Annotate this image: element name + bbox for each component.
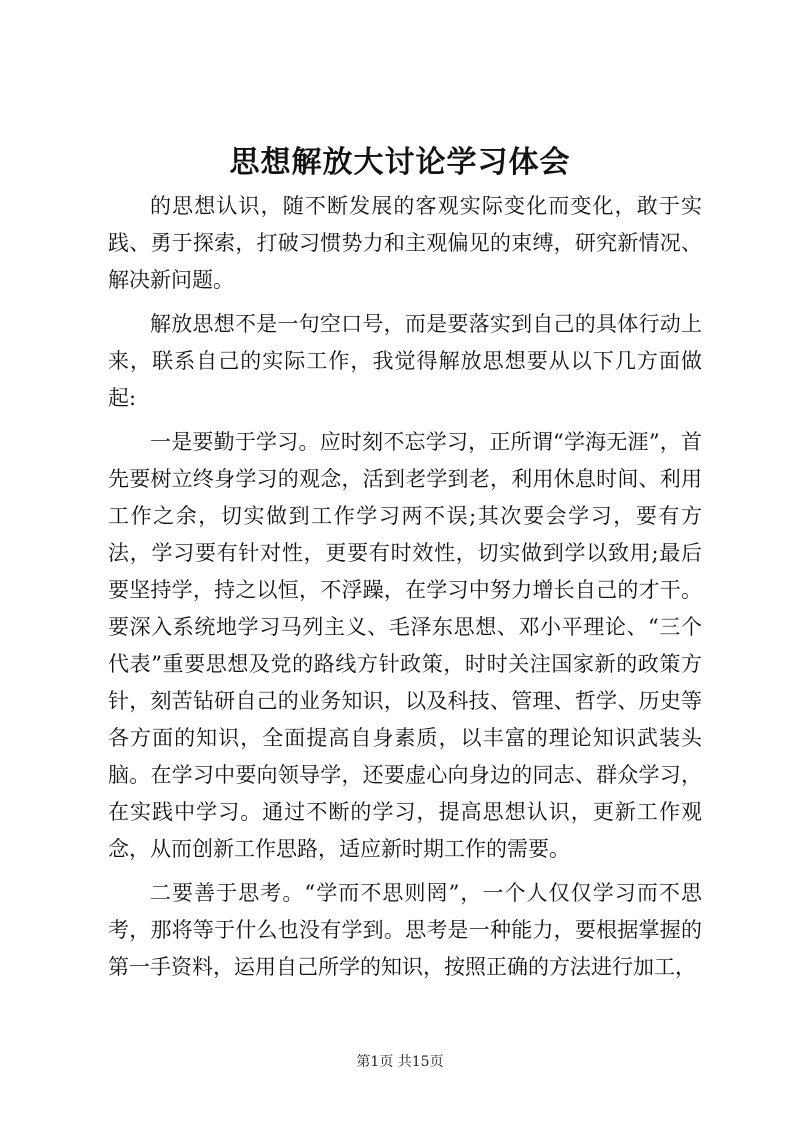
paragraph-1: 的思想认识，随不断发展的客观实际变化而变化，敢于实践、勇于探索，打破习惯势力和主观偏见的束缚，研究新情况、解决新问题。 <box>108 194 702 292</box>
paragraph-2: 解放思想不是一句空口号，而是要落实到自己的具体行动上来，联系自己的实际工作，我觉得解放思想要从以下几方面做起: <box>108 312 702 410</box>
page-footer: 第1页 共15页 <box>356 1054 444 1070</box>
paragraph-4: 二要善于思考。“学而不思则罔”，一个人仅仅学习而不思考，那将等于什么也没有学到。思考是一种能力，要根据掌握的第一手资料，运用自己所学的知识，按照正确的方法进行加工， <box>108 881 702 979</box>
document-body <box>108 188 702 993</box>
paragraph-3: 一是要勤于学习。应时刻不忘学习，正所谓“学海无涯”，首先要树立终身学习的观念，活到老学到老，利用休息时间、利用工作之余，切实做到工作学习两不误;其次要会学习，要有方法，学习要有针对性，更要有时效性，切实做到学以致用;最后要坚持学，持之以恒，不浮躁，在学习中努力增长自己的才干。要深入系统地学习马列主义、毛泽东思想、邓小平理论、“三个代表”重要思想及党的路线方针政策，时时关注国家新的政策方针，刻苦钻研自己的业务知识，以及科技、管理、哲学、历史等各方面的知识，全面提高自身素质，以丰富的理论知识武装头脑。在学习中要向领导学，还要虚心向身边的同志、群众学习，在实践中学习。通过不断的学习，提高思想认识，更新工作观念，从而创新工作思路，适应新时期工作的需要。 <box>108 430 702 861</box>
document-title: 思想解放大讨论学习体会 <box>229 145 571 180</box>
